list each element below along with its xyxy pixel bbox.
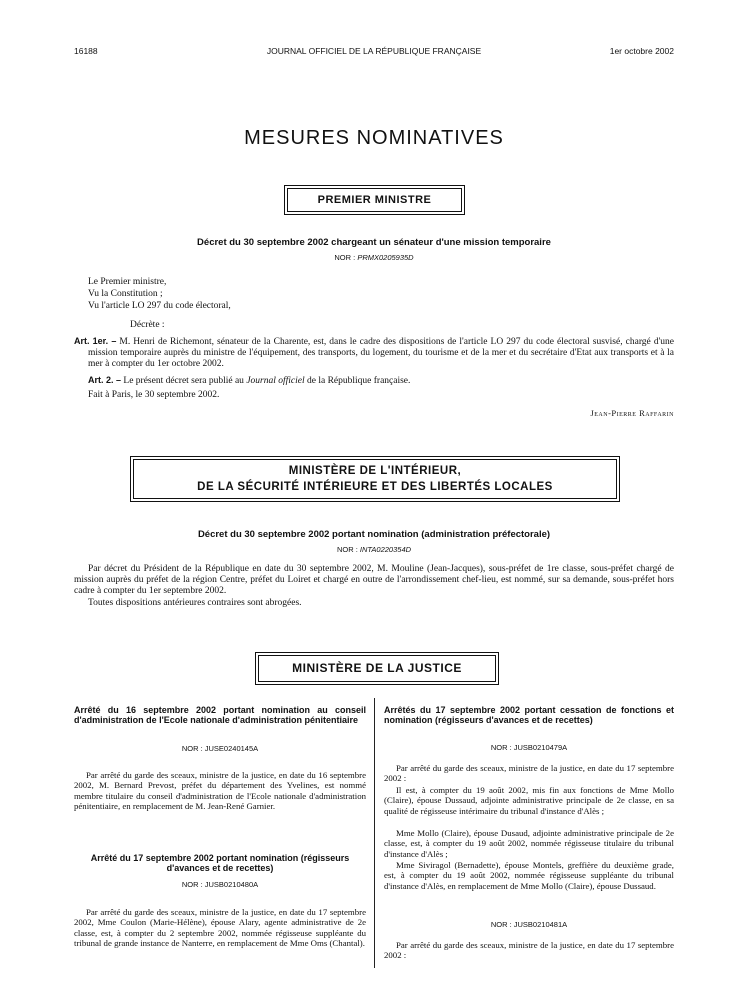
done-at: Fait à Paris, le 30 septembre 2002. [88,390,220,400]
ministry-box-interieur [133,459,617,499]
ministry-name: MINISTÈRE DE LA JUSTICE [292,661,462,675]
article-2: Art. 2. – Le présent décret sera publié au Journal officiel de la République française. [88,375,411,386]
page-number: 16188 [74,46,98,56]
ministry-name: PREMIER MINISTRE [317,194,432,206]
arrete-paragraph: Par arrêté du garde des sceaux, ministre de la justice, en date du 17 septembre 2002 : [384,940,674,961]
ministry-box-justice [258,655,496,682]
arrete-body: Par arrêté du garde des sceaux, ministre de la justice, en date du 17 septembre 2002, Mme Coulon (Marie-Hélène), épouse Alary, agente administrative de 2e classe, est, à compter du 2 septembre 2002, nommée régisseuse suppléante du tribunal de grande instance de Nanterre, en remplacement de Mme Oms (Chantal). [74,907,366,949]
decree-body: Par décret du Président de la République en date du 30 septembre 2002, M. Mouline (Jean-Jacques), sous-préfet de 1re classe, sous-préfet chargé de mission auprès du préfet de la région Centre, préfet du Loiret et chargé en outre de l'arrondissement chef-lieu, est nommé, sur sa demande, sous-préfet hors cadre à compter du 1er septembre 2002. [74,564,674,596]
nor-reference: NOR : JUSB0210479A [490,743,568,752]
arrete-paragraph: Mme Siviragol (Bernadette), épouse Montels, greffière du deuxième grade, est, à compter du 19 août 2002, nommée régisseuse suppléante du tribunal d'instance d'Alès, en remplacement de Mme Mollo (Claire), épouse Dussaud. [384,860,674,891]
arrete-title: Arrêté du 16 septembre 2002 portant nomination au conseil d'administration de l'Ecole nationale d'administration pénitentiaire [74,705,366,725]
nor-reference: NOR : JUSE0240145A [181,744,259,753]
decree-title: Décret du 30 septembre 2002 portant nomination (administration préfectorale) [197,529,551,540]
arrete-paragraph: Mme Mollo (Claire), épouse Dusaud, adjointe administrative principale de 2e classe, est, à compter du 19 août 2002, nommée régisseuse titulaire du tribunal d'instance d'Alès ; [384,828,674,859]
preamble-line: Le Premier ministre, [88,277,167,287]
preamble-line: Vu l'article LO 297 du code électoral, [88,301,231,311]
journal-name: JOURNAL OFFICIEL DE LA RÉPUBLIQUE FRANÇAISE [266,46,482,56]
article-text: M. Henri de Richemont, sénateur de la Charente, est, dans le cadre des dispositions de l'article LO 297 du code électoral susvisé, chargé d'une mission temporaire auprès du ministre de l'équipement, des transports, du logement, du tourisme et de la mer et du secrétaire d'Etat aux transports et à la mer à compter du 1er octobre 2002. [88,337,674,369]
signature: Jean-Pierre Raffarin [590,408,674,418]
decree-closing: Toutes dispositions antérieures contraires sont abrogées. [88,598,302,608]
nor-reference: NOR : JUSB0210480A [181,880,259,889]
ministry-box-premier-ministre [287,188,462,212]
preamble-line: Vu la Constitution ; [88,289,163,299]
arrete-body: Par arrêté du garde des sceaux, ministre de la justice, en date du 16 septembre 2002, M. Bernard Prevost, préfet du département des Yvelines, est nommé membre titulaire du conseil d'administration de l'Ecole nationale d'administration pénitentiaire, en remplacement de M. Jean-René Garnier. [74,770,366,812]
decrete-label: Décrète : [130,320,165,330]
page-title: MESURES NOMINATIVES [244,127,504,149]
arrete-title: Arrêté du 17 septembre 2002 portant nomination (régisseurs d'avances et de recettes) [90,853,350,873]
decree-title: Décret du 30 septembre 2002 chargeant un sénateur d'une mission temporaire [197,237,551,248]
nor-reference: NOR : JUSB0210481A [490,920,568,929]
ministry-name-line: MINISTÈRE DE L'INTÉRIEUR, [288,465,462,477]
arrete-title: Arrêtés du 17 septembre 2002 portant cessation de fonctions et nomination (régisseurs d'avances et de recettes) [384,705,674,725]
article-label: Art. 1er. – [74,336,117,346]
column-divider [374,698,375,968]
article-1 [74,336,674,370]
ministry-name-line: DE LA SÉCURITÉ INTÉRIEURE ET DES LIBERTÉS LOCALES [197,481,553,493]
article-label: Art. 2. – [88,375,122,385]
nor-reference: NOR : INTA0220354D [336,545,412,554]
nor-reference: NOR : PRMX0205935D [334,253,414,262]
issue-date: 1er octobre 2002 [609,46,674,56]
arrete-paragraph: Par arrêté du garde des sceaux, ministre de la justice, en date du 17 septembre 2002 : [384,763,674,784]
arrete-paragraph: Il est, à compter du 19 août 2002, mis fin aux fonctions de Mme Mollo (Claire), épouse Dussaud, adjointe administrative principale de 2e classe, en sa qualité de régisseuse intérimaire du tribunal d'instance d'Alès ; [384,785,674,816]
